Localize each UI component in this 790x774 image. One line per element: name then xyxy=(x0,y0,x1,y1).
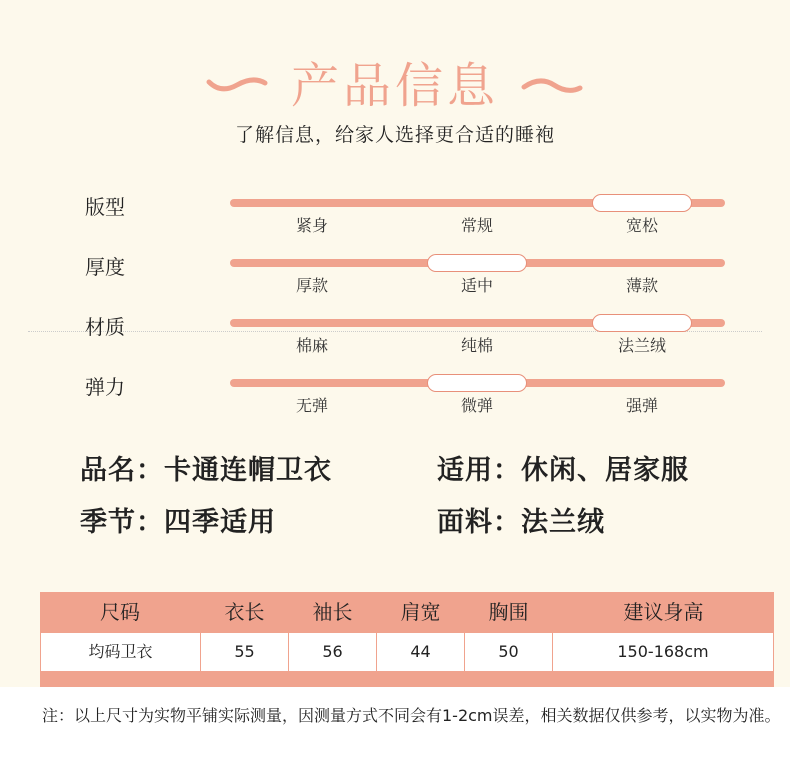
selected-marker xyxy=(592,314,692,332)
product-season: 季节：四季适用 xyxy=(80,507,276,538)
attribute-row-fit xyxy=(0,195,790,245)
table-header-cell: 袖长 xyxy=(312,600,353,624)
attribute-label: 版型 xyxy=(85,195,125,219)
option-label: 厚款 xyxy=(295,276,328,295)
table-header-cell: 胸围 xyxy=(488,600,529,624)
measurement-note: 注：以上尺寸为实物平铺实际测量，因测量方式不同会有1-2cm误差，相关数据仅供参考，以实物为准。 xyxy=(42,706,781,725)
table-cell: 44 xyxy=(377,633,464,671)
option-label: 薄款 xyxy=(625,276,658,295)
selected-marker xyxy=(592,194,692,212)
attribute-scale xyxy=(230,379,725,387)
option-label: 强弹 xyxy=(625,396,658,415)
product-usage: 适用：休闲、居家服 xyxy=(437,455,689,486)
attribute-row-elasticity xyxy=(0,375,790,425)
selected-marker xyxy=(427,254,527,272)
table-header-cell: 衣长 xyxy=(224,600,265,624)
option-label: 无弹 xyxy=(295,396,328,415)
page-title: 产品信息 xyxy=(290,58,499,114)
option-label: 适中 xyxy=(460,276,493,295)
attribute-scale xyxy=(230,319,725,327)
attribute-row-thickness xyxy=(0,255,790,305)
option-label: 棉麻 xyxy=(295,336,328,355)
table-header-cell: 肩宽 xyxy=(400,600,441,624)
table-header-cell: 建议身高 xyxy=(623,600,704,624)
table-cell: 56 xyxy=(289,633,376,671)
product-fabric: 面料：法兰绒 xyxy=(437,507,605,538)
attribute-label: 厚度 xyxy=(85,255,125,279)
option-label: 微弹 xyxy=(460,396,493,415)
attribute-label: 材质 xyxy=(85,315,125,339)
option-label: 宽松 xyxy=(625,216,658,235)
option-label: 纯棉 xyxy=(460,336,493,355)
table-cell: 50 xyxy=(465,633,552,671)
option-label: 紧身 xyxy=(295,216,328,235)
right-swirl-ornament xyxy=(520,74,584,96)
table-cell: 55 xyxy=(201,633,288,671)
attribute-scale xyxy=(230,199,725,207)
option-label: 常规 xyxy=(460,216,493,235)
subtitle: 了解信息，给家人选择更合适的睡袍 xyxy=(234,124,555,146)
selected-marker xyxy=(427,374,527,392)
header xyxy=(0,52,790,122)
attribute-scale xyxy=(230,259,725,267)
product-name: 品名：卡通连帽卫衣 xyxy=(80,455,332,486)
size-table xyxy=(40,592,774,687)
table-header-cell: 尺码 xyxy=(100,600,140,624)
attribute-label: 弹力 xyxy=(85,375,125,399)
table-cell: 均码卫衣 xyxy=(41,633,200,671)
table-cell: 150-168cm xyxy=(553,633,773,671)
attribute-row-material xyxy=(0,315,790,365)
option-label: 法兰绒 xyxy=(617,336,666,355)
